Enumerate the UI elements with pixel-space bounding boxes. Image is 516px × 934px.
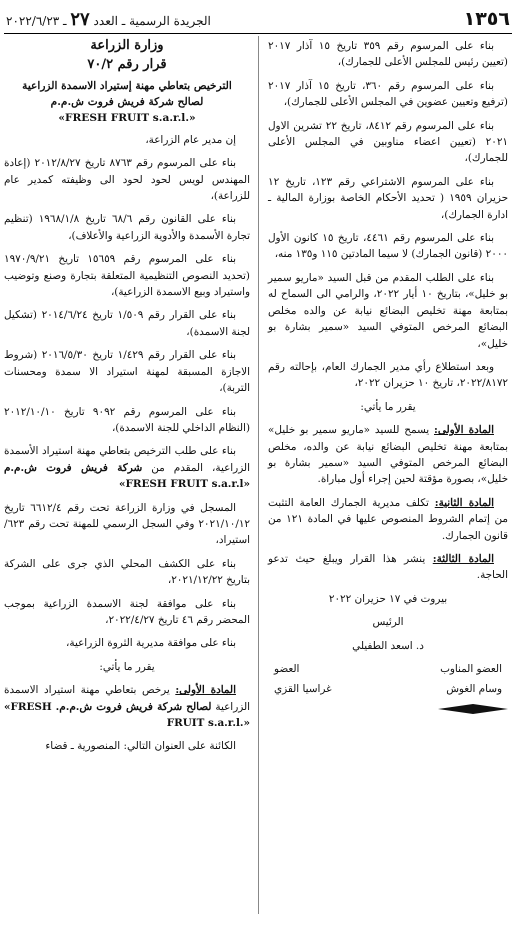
- article-1-label: المادة الأولى:: [434, 424, 494, 437]
- member-name: غراسيا القزي: [274, 683, 332, 696]
- citation-paragraph: بناء على المرسوم رقم ٩٠٩٢ تاريخ ٢٠١٢/١٠/١٠ (النظام الداخلي للجنة الاسمدة)،: [4, 405, 250, 434]
- article-2-label: المادة الثانية:: [434, 496, 494, 509]
- member-title: العضو: [274, 663, 300, 675]
- citation-paragraph: بناء على المرسوم رقم ٣٦٠، تاريخ ١٥ آذار ٢٠١٧ (ترفيع وتعيين عضوين في المجلس الأعلى للجمارك)،: [268, 79, 508, 109]
- header-rule: [4, 33, 512, 34]
- article-3-text: ينشر هذا القرار ويبلغ حيث تدعو الحاجة.: [268, 552, 508, 582]
- citation-paragraph: بناء على المرسوم الاشتراعي رقم ١٢٣، تاريخ ١٢ حزيران ١٩٥٩ ( تحديد الأحكام الخاصة بوزارة المالية ـ ادارة الجمارك)،: [268, 175, 509, 221]
- column-divider: [258, 36, 259, 914]
- signature-names: [268, 681, 508, 697]
- ministry-title: وزارة الزراعة: [90, 38, 164, 53]
- running-title: [6, 9, 211, 30]
- decides-line: يقرر ما يأتي:: [99, 660, 155, 673]
- citation-paragraph: بناء على المرسوم رقم ١٥٦٥٩ تاريخ ١٩٧٠/٩/٢١ (تحديد النصوص التنظيمية المتعلقة بتجارة وصنع وتوضيب واستيراد وبيع الاسمدة الزراعية)،: [4, 253, 250, 299]
- signature-titles: [268, 661, 508, 677]
- article-1: [4, 682, 250, 731]
- left-column: [4, 38, 250, 928]
- article-1-text: يرخص بتعاطي مهنة استيراد الاسمدة الزراعية: [4, 684, 251, 713]
- issue-date: ـ ٢٠٢٢/٦/٢٣: [6, 13, 67, 28]
- intro-line: إن مدير عام الزراعة،: [145, 133, 236, 146]
- decides-line: يقرر ما يأتي:: [360, 400, 416, 413]
- alt-member-title: العضو المناوب: [440, 663, 502, 675]
- article-3-label: المادة الثالثة:: [432, 552, 494, 565]
- citation-paragraph: بناء على القانون رقم ٦٨/٦ تاريخ ١٩٦٨/١/٨ (تنظيم تجارة الأسمدة والأدوية الزراعية والأعلاف)،: [4, 213, 250, 242]
- address-paragraph: الكائنة على العنوان التالي: المنصورية ـ قضاء: [45, 740, 236, 753]
- request-company-latin: «FRESH FRUIT s.a.r.l»: [118, 478, 250, 491]
- article-1-text: يسمح للسيد «ماريو سمير بو خليل» بمتابعة مهنة تخليص البضائع نيابة عن والده، مخلص البضائع المرخص المتوفي السيد «سمير بشارة بو خليل»، بصورة مؤقتة لحين إجراء أول مباراة.: [268, 424, 508, 486]
- request-paragraph: [4, 443, 250, 492]
- subject-line-2: لصالح شركة فريش فروت ش.م.م: [50, 95, 204, 108]
- citation-paragraph: بناء على المرسوم رقم ٨٧٦٣ تاريخ ٢٠١٢/٨/٢٧ (إعادة المهندس لويس لحود لحود الى وظيفته كمدير عام للزراعة)،: [4, 157, 250, 203]
- page-header: [6, 6, 510, 32]
- place-date: بيروت في ١٧ حزيران ٢٠٢٢: [328, 592, 448, 605]
- request-text: بناء على طلب الترخيص بتعاطي مهنة استيراد الأسمدة الزراعية، المقدم من: [4, 445, 250, 474]
- right-column: [268, 38, 508, 928]
- article-2: [268, 495, 508, 544]
- article-2-text: تكلف مديرية الجمارك العامة التثبت من إتمام الشروط المنصوص عليها في المادة ١٢١ من قانون الجمارك.: [268, 496, 508, 542]
- registry-paragraph: المسجل في وزارة الزراعة تحت رقم ٦٦١٢/٤ تاريخ ٢٠٢١/١٠/١٢ وفي السجل الرسمي للمهنة تحت رقم ٦٢٣/استيراد،: [4, 501, 250, 547]
- article-1-label: المادة الأولى:: [175, 684, 236, 697]
- citation-paragraph: بناء على الطلب المقدم من قبل السيد «ماريو سمير بو خليل»، بتاريخ ١٠ أيار ٢٠٢٢، والرامي الى السماح له بمتابعة مهنة تخليص البضائع نيابة عن والده مخلص البضائع المرخص المتوفي السيد «سمير بشارة بو خليل»،: [268, 271, 508, 350]
- citation-paragraph: بناء على القرار رقم ١/٥٠٩ تاريخ ٢٠١٤/٦/٢٤ (تشكيل لجنة الاسمدة)،: [4, 309, 250, 338]
- article-1-company: لصالح شركة فريش فروت ش.م.م.: [55, 700, 212, 713]
- issue-number: ٢٧: [70, 8, 90, 30]
- subject-latin: «FRESH FRUIT s.a.r.l.»: [58, 111, 196, 124]
- article-1-company-latin: «FRESH FRUIT s.a.r.l.»: [4, 700, 250, 729]
- citation-paragraph: بناء على المرسوم رقم ٣٥٩ تاريخ ١٥ آذار ٢٠١٧ (تعيين رئيس للمجلس الأعلى للجمارك)،: [268, 40, 508, 69]
- article-1: [268, 422, 508, 488]
- subject-line-1: الترخيص بتعاطي مهنة إستيراد الاسمدة الزراعية: [22, 79, 232, 92]
- decree-subject: [4, 78, 250, 126]
- citation-paragraph: بناء على القرار رقم ١/٤٢٩ تاريخ ٢٠١٦/٥/٣٠ (شروط الاجازة المسبقة لمهنة استيراد الا سمدة ومحسنات التربة)،: [4, 349, 250, 395]
- president-name: د. اسعد الطفيلي: [352, 639, 424, 652]
- citation-paragraph: بناء على المرسوم رقم ٨٤١٢، تاريخ ٢٢ تشرين الاول ٢٠٢١ (تعيين اعضاء مناوبين في المجلس الأعلى للجمارك)،: [268, 119, 508, 165]
- page-number: ١٣٥٦: [463, 8, 510, 30]
- citation-paragraph: بناء على المرسوم رقم ٤٤٦١، تاريخ ١٥ كانون الأول ٢٠٠٠ (قانون الجمارك) لا سيما المادتين ١١٥ و١٣٥ منه،: [268, 232, 508, 261]
- president-title: الرئيس: [372, 616, 404, 629]
- inspection-paragraph: بناء على الكشف المحلي الذي جرى على الشركة بتاريخ ٢٠٢١/١٢/٢٢،: [4, 557, 250, 587]
- end-ornament-icon: [438, 704, 508, 714]
- article-3: [268, 551, 508, 584]
- request-company: شركة فريش فروت ش.م.م: [4, 461, 143, 474]
- alt-member-name: وسام الغوش: [446, 683, 502, 696]
- decree-number: قرار رقم ٧٠/٢: [87, 57, 167, 73]
- gazette-name: الجريدة الرسمية ـ العدد: [93, 13, 211, 28]
- committee-paragraph: بناء على موافقة لجنة الاسمدة الزراعية بموجب المحضر رقم ٤٦ تاريخ ٢٠٢٢/٤/٢٧،: [4, 597, 250, 626]
- approval-paragraph: بناء على موافقة مديرية الثروة الزراعية،: [66, 637, 236, 650]
- citation-paragraph: وبعد استطلاع رأي مدير الجمارك العام، بإحالته رقم ٢٠٢٢/٨١٧٢، تاريخ ١٠ حزيران ٢٠٢٢،: [268, 360, 508, 390]
